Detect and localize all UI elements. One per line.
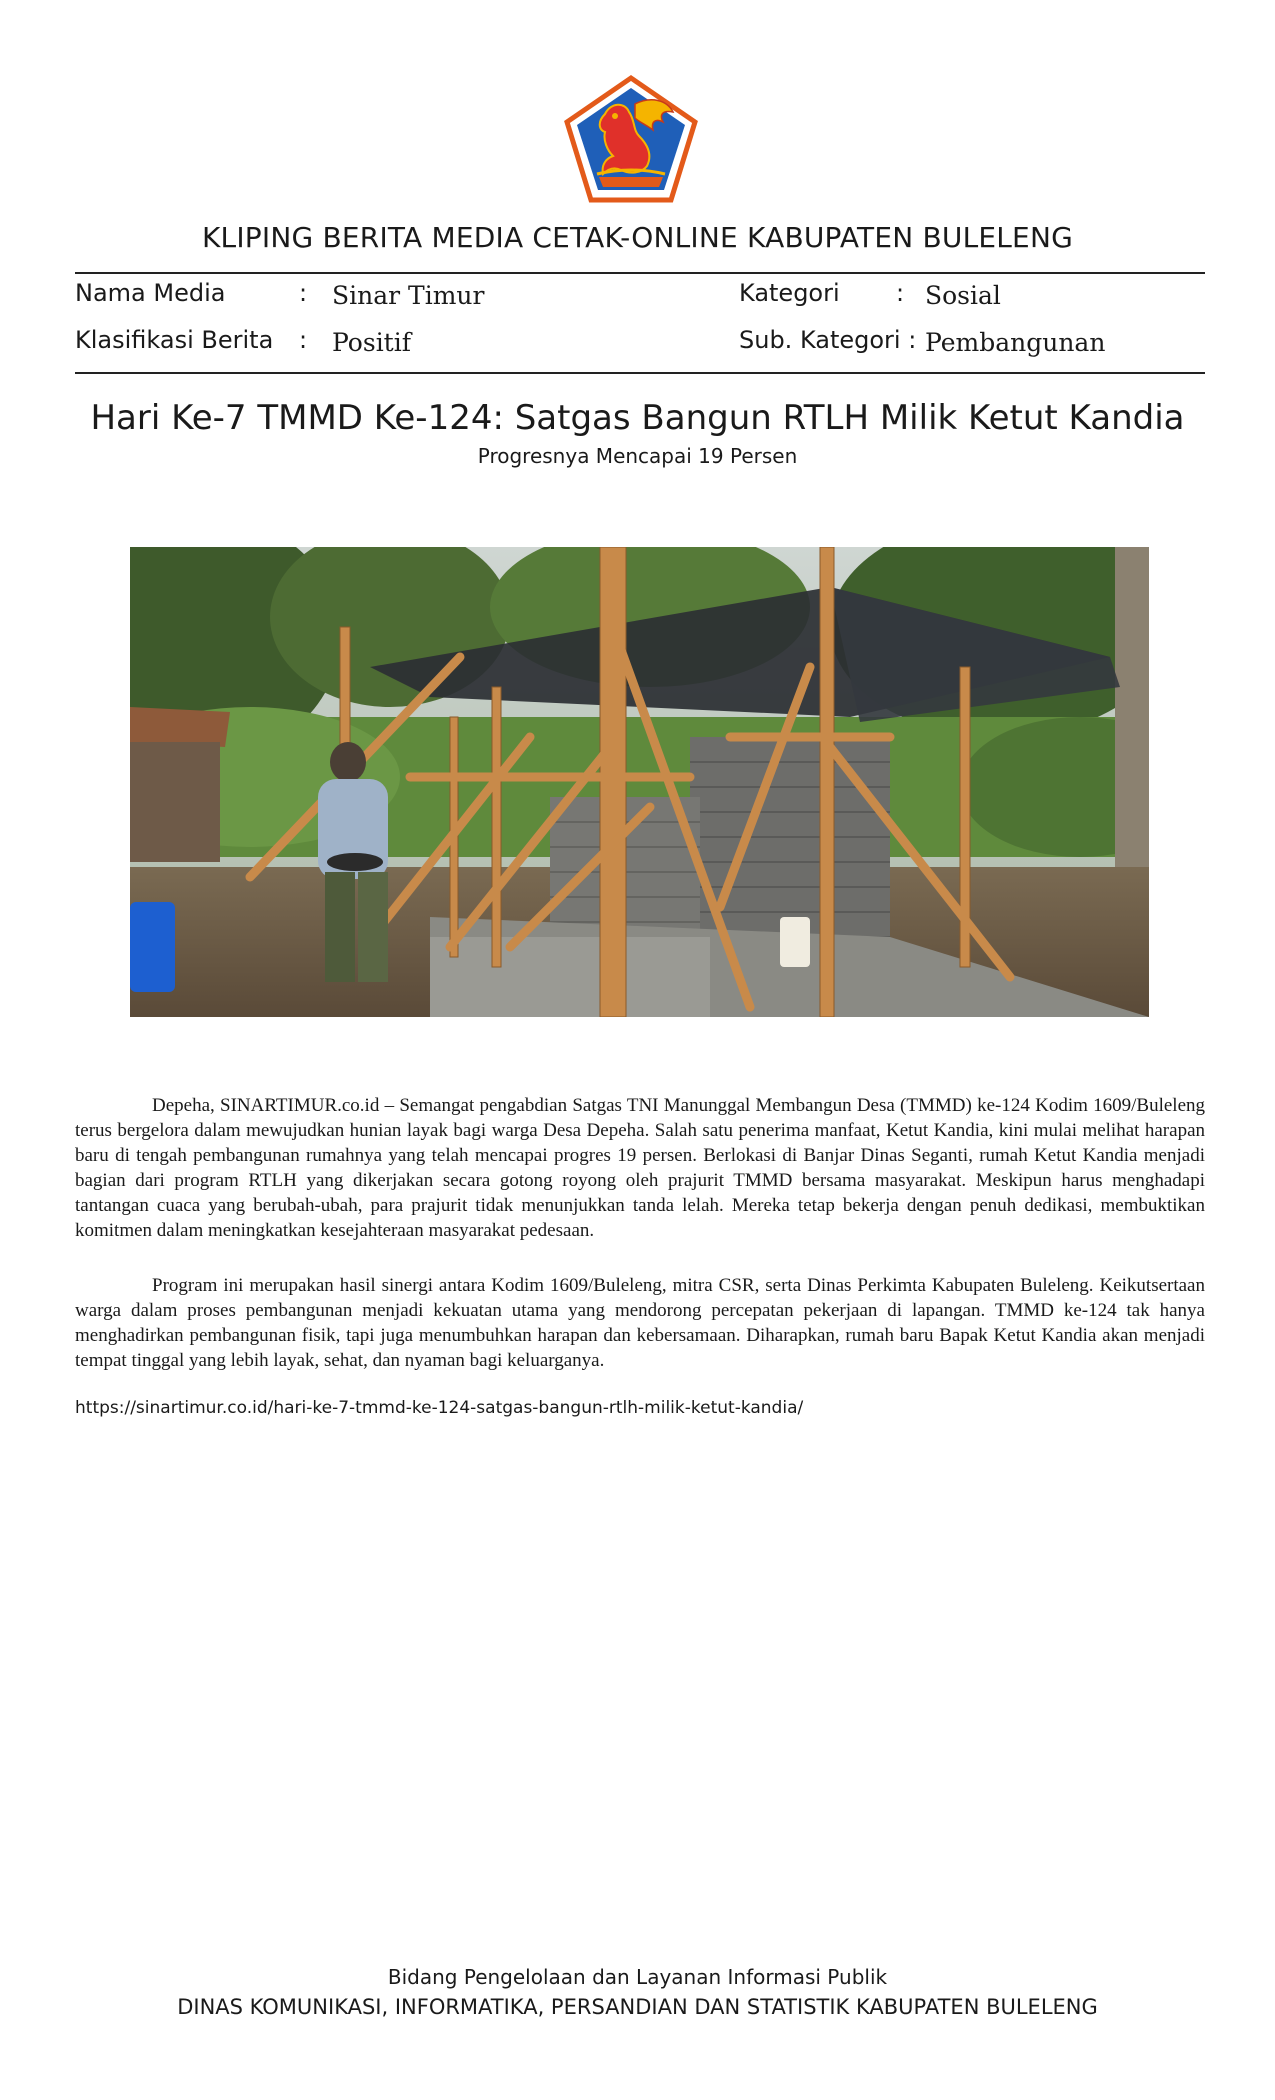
subcategory-value-cell	[925, 328, 1105, 358]
header-divider-top	[75, 272, 1205, 274]
article-headline: Hari Ke-7 TMMD Ke-124: Satgas Bangun RTLH Milik Ketut Kandia	[90, 398, 1185, 438]
category-colon	[896, 279, 904, 308]
subcategory-label-cell	[739, 326, 916, 355]
subcategory-value: Pembangunan	[925, 328, 1106, 357]
classification-colon	[299, 326, 307, 355]
category-colon-text: :	[896, 279, 905, 307]
media-value-cell	[332, 281, 484, 311]
classification-label-cell	[75, 326, 273, 355]
category-value-cell	[925, 281, 1001, 311]
media-label: Nama Media	[75, 279, 226, 307]
media-value: Sinar Timur	[332, 281, 485, 310]
category-label-cell	[739, 279, 840, 308]
category-value: Sosial	[925, 281, 1001, 310]
header-divider-bottom	[75, 372, 1205, 374]
article-body	[75, 1093, 1205, 1403]
media-label-cell	[75, 279, 225, 308]
media-colon	[299, 279, 307, 308]
footer-department: Bidang Pengelolaan dan Layanan Informasi Publik	[387, 1965, 888, 1989]
article-paragraph: Depeha, SINARTIMUR.co.id – Semangat pengabdian Satgas TNI Manunggal Membangun Desa (TMMD) ke-124 Kodim 1609/Buleleng terus bergelora dalam mewujudkan hunian layak bagi warga Desa Depeha. Salah satu penerima manfaat, Ketut Kandia, kini mulai melihat harapan baru di tengah pembangunan rumahnya yang telah mencapai progres 19 persen. Berlokasi di Banjar Dinas Seganti, rumah Ketut Kandia menjadi bagian dari program RTLH yang dikerjakan secara gotong royong oleh prajurit TMMD bersama masyarakat. Meskipun harus menghadapi tantangan cuaca yang berubah-ubah, para prajurit tidak menunjukkan tanda lelah. Mereka tetap bekerja dengan penuh dedikasi, membuktikan komitmen dalam meningkatkan kesejahteraan masyarakat pedesaan.	[75, 1095, 1205, 1241]
classification-label: Klasifikasi Berita	[75, 326, 274, 354]
subcategory-label: Sub. Kategori :	[739, 326, 917, 354]
regency-emblem-logo	[563, 74, 699, 204]
article-photo	[130, 547, 1149, 1017]
classification-value: Positif	[332, 328, 411, 357]
footer-agency: DINAS KOMUNIKASI, INFORMATIKA, PERSANDIAN DAN STATISTIK KABUPATEN BULELENG	[177, 1995, 1098, 2019]
article-paragraph: Program ini merupakan hasil sinergi antara Kodim 1609/Buleleng, mitra CSR, serta Dinas Perkimta Kabupaten Buleleng. Keikutsertaan warga dalam proses pembangunan menjadi kekuatan utama yang mendorong percepatan pekerjaan di lapangan. TMMD ke-124 tak hanya menghadirkan pembangunan fisik, tapi juga menumbuhkan harapan dan kebersamaan. Diharapkan, rumah baru Bapak Ketut Kandia akan menjadi tempat tinggal yang lebih layak, sehat, dan nyaman bagi keluarganya.	[75, 1275, 1205, 1371]
category-label: Kategori	[739, 279, 840, 307]
media-colon-text: :	[299, 279, 308, 307]
classification-colon-text: :	[299, 326, 308, 354]
source-url-link[interactable]: https://sinartimur.co.id/hari-ke-7-tmmd-ke-124-satgas-bangun-rtlh-milik-ketut-kandia/	[75, 1398, 804, 1418]
article-subheadline: Progresnya Mencapai 19 Persen	[477, 444, 798, 468]
document-header-title: KLIPING BERITA MEDIA CETAK-ONLINE KABUPATEN BULELENG	[201, 221, 1073, 254]
classification-value-cell	[332, 328, 411, 358]
